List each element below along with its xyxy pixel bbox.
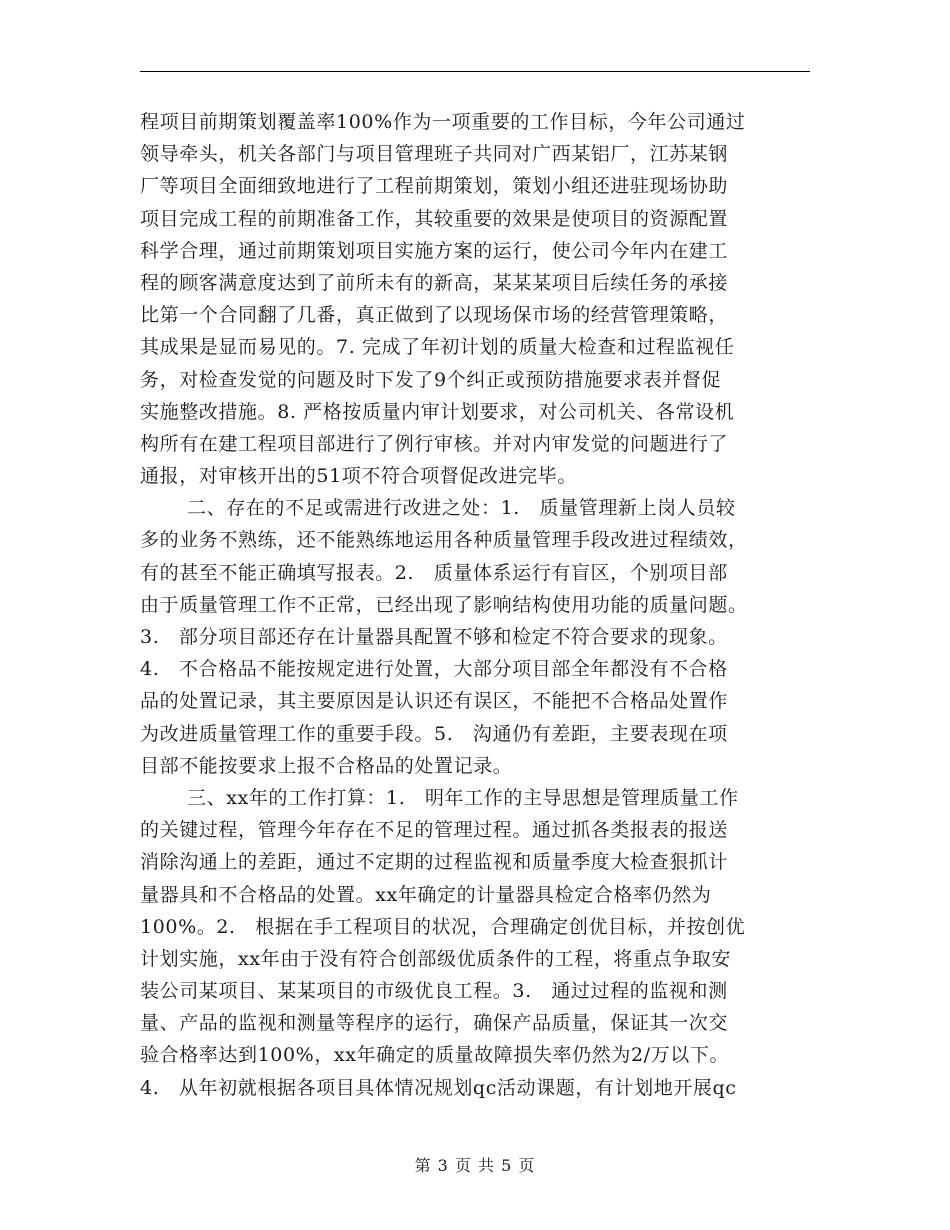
text-line: 量、产品的监视和测量等程序的运行，确保产品质量，保证其一次交 (140, 1012, 729, 1035)
text-line: 装公司某项目、某某项目的市级优良工程。3. 通过过程的监视和测 (140, 980, 728, 1003)
section-heading-line: 二、存在的不足或需进行改进之处：1. 质量管理新上岗人员较 (187, 497, 736, 520)
text-line: 为改进质量管理工作的重要手段。5. 沟通仍有差距，主要表现在项 (140, 722, 728, 745)
text-line: 领导牵头，机关各部门与项目管理班子共同对广西某铝厂，江苏某钢 (140, 143, 729, 166)
text-line: 品的处置记录，其主要原因是认识还有误区，不能把不合格品处置作 (140, 690, 729, 713)
text-line: 3. 部分项目部还存在计量器具配置不够和检定不符合要求的现象。 (140, 626, 728, 648)
text-line: 程项目前期策划覆盖率100%作为一项重要的工作目标，今年公司通过 (140, 111, 746, 133)
body-text (140, 106, 820, 1104)
text-line: 验合格率达到100%，xx年确定的质量故障损失率仍然为2/万以下。 (140, 1044, 730, 1067)
text-line: 4. 从年初就根据各项目具体情况规划qc活动课题，有计划地开展qc (140, 1076, 737, 1099)
text-line: 计划实施，xx年由于没有符合创部级优质条件的工程，将重点争取安 (140, 947, 732, 970)
text-line: 消除沟通上的差距，通过不定期的过程监视和质量季度大检查狠抓计 (140, 851, 729, 874)
text-line: 的关键过程，管理今年存在不足的管理过程。通过抓各类报表的报送 (140, 819, 729, 842)
text-line: 其成果是显而易见的。7. 完成了年初计划的质量大检查和过程监视任 (140, 336, 735, 359)
text-line: 多的业务不熟练，还不能熟练地运用各种质量管理手段改进过程绩效， (140, 529, 748, 552)
text-line: 通报，对审核开出的51项不符合项督促改进完毕。 (140, 465, 577, 488)
text-line: 4. 不合格品不能按规定进行处置，大部分项目部全年都没有不合格 (140, 658, 728, 681)
page-number-footer: 第 3 页 共 5 页 (414, 1156, 536, 1175)
text-line: 务，对检查发觉的问题及时下发了9个纠正或预防措施要求表并督促 (140, 368, 722, 391)
section-heading-line: 三、xx年的工作打算：1. 明年工作的主导思想是管理质量工作 (187, 786, 739, 809)
text-line: 项目完成工程的前期准备工作，其较重要的效果是使项目的资源配置 (140, 207, 729, 230)
text-line: 实施整改措施。8. 严格按质量内审计划要求，对公司机关、各常设机 (140, 400, 735, 423)
text-line: 由于质量管理工作不正常，已经出现了影响结构使用功能的质量问题。 (140, 593, 748, 616)
text-line: 厂等项目全面细致地进行了工程前期策划，策划小组还进驻现场协助 (140, 175, 729, 198)
header-rule (140, 71, 810, 72)
text-line: 比第一个合同翻了几番，真正做到了以现场保市场的经营管理策略， (140, 304, 729, 327)
text-line: 有的甚至不能正确填写报表。2. 质量体系运行有盲区，个别项目部 (140, 561, 728, 584)
text-line: 目部不能按要求上报不合格品的处置记录。 (140, 754, 513, 777)
text-line: 100%。2. 根据在手工程项目的状况，合理确定创优目标，并按创优 (140, 915, 746, 938)
text-line: 构所有在建工程项目部进行了例行审核。并对内审发觉的问题进行了 (140, 432, 729, 455)
text-line: 科学合理，通过前期策划项目实施方案的运行，使公司今年内在建工 (140, 239, 729, 262)
text-line: 程的顾客满意度达到了前所未有的新高，某某某项目后续任务的承接 (140, 271, 729, 294)
text-line: 量器具和不合格品的处置。xx年确定的计量器具检定合格率仍然为 (140, 883, 712, 906)
